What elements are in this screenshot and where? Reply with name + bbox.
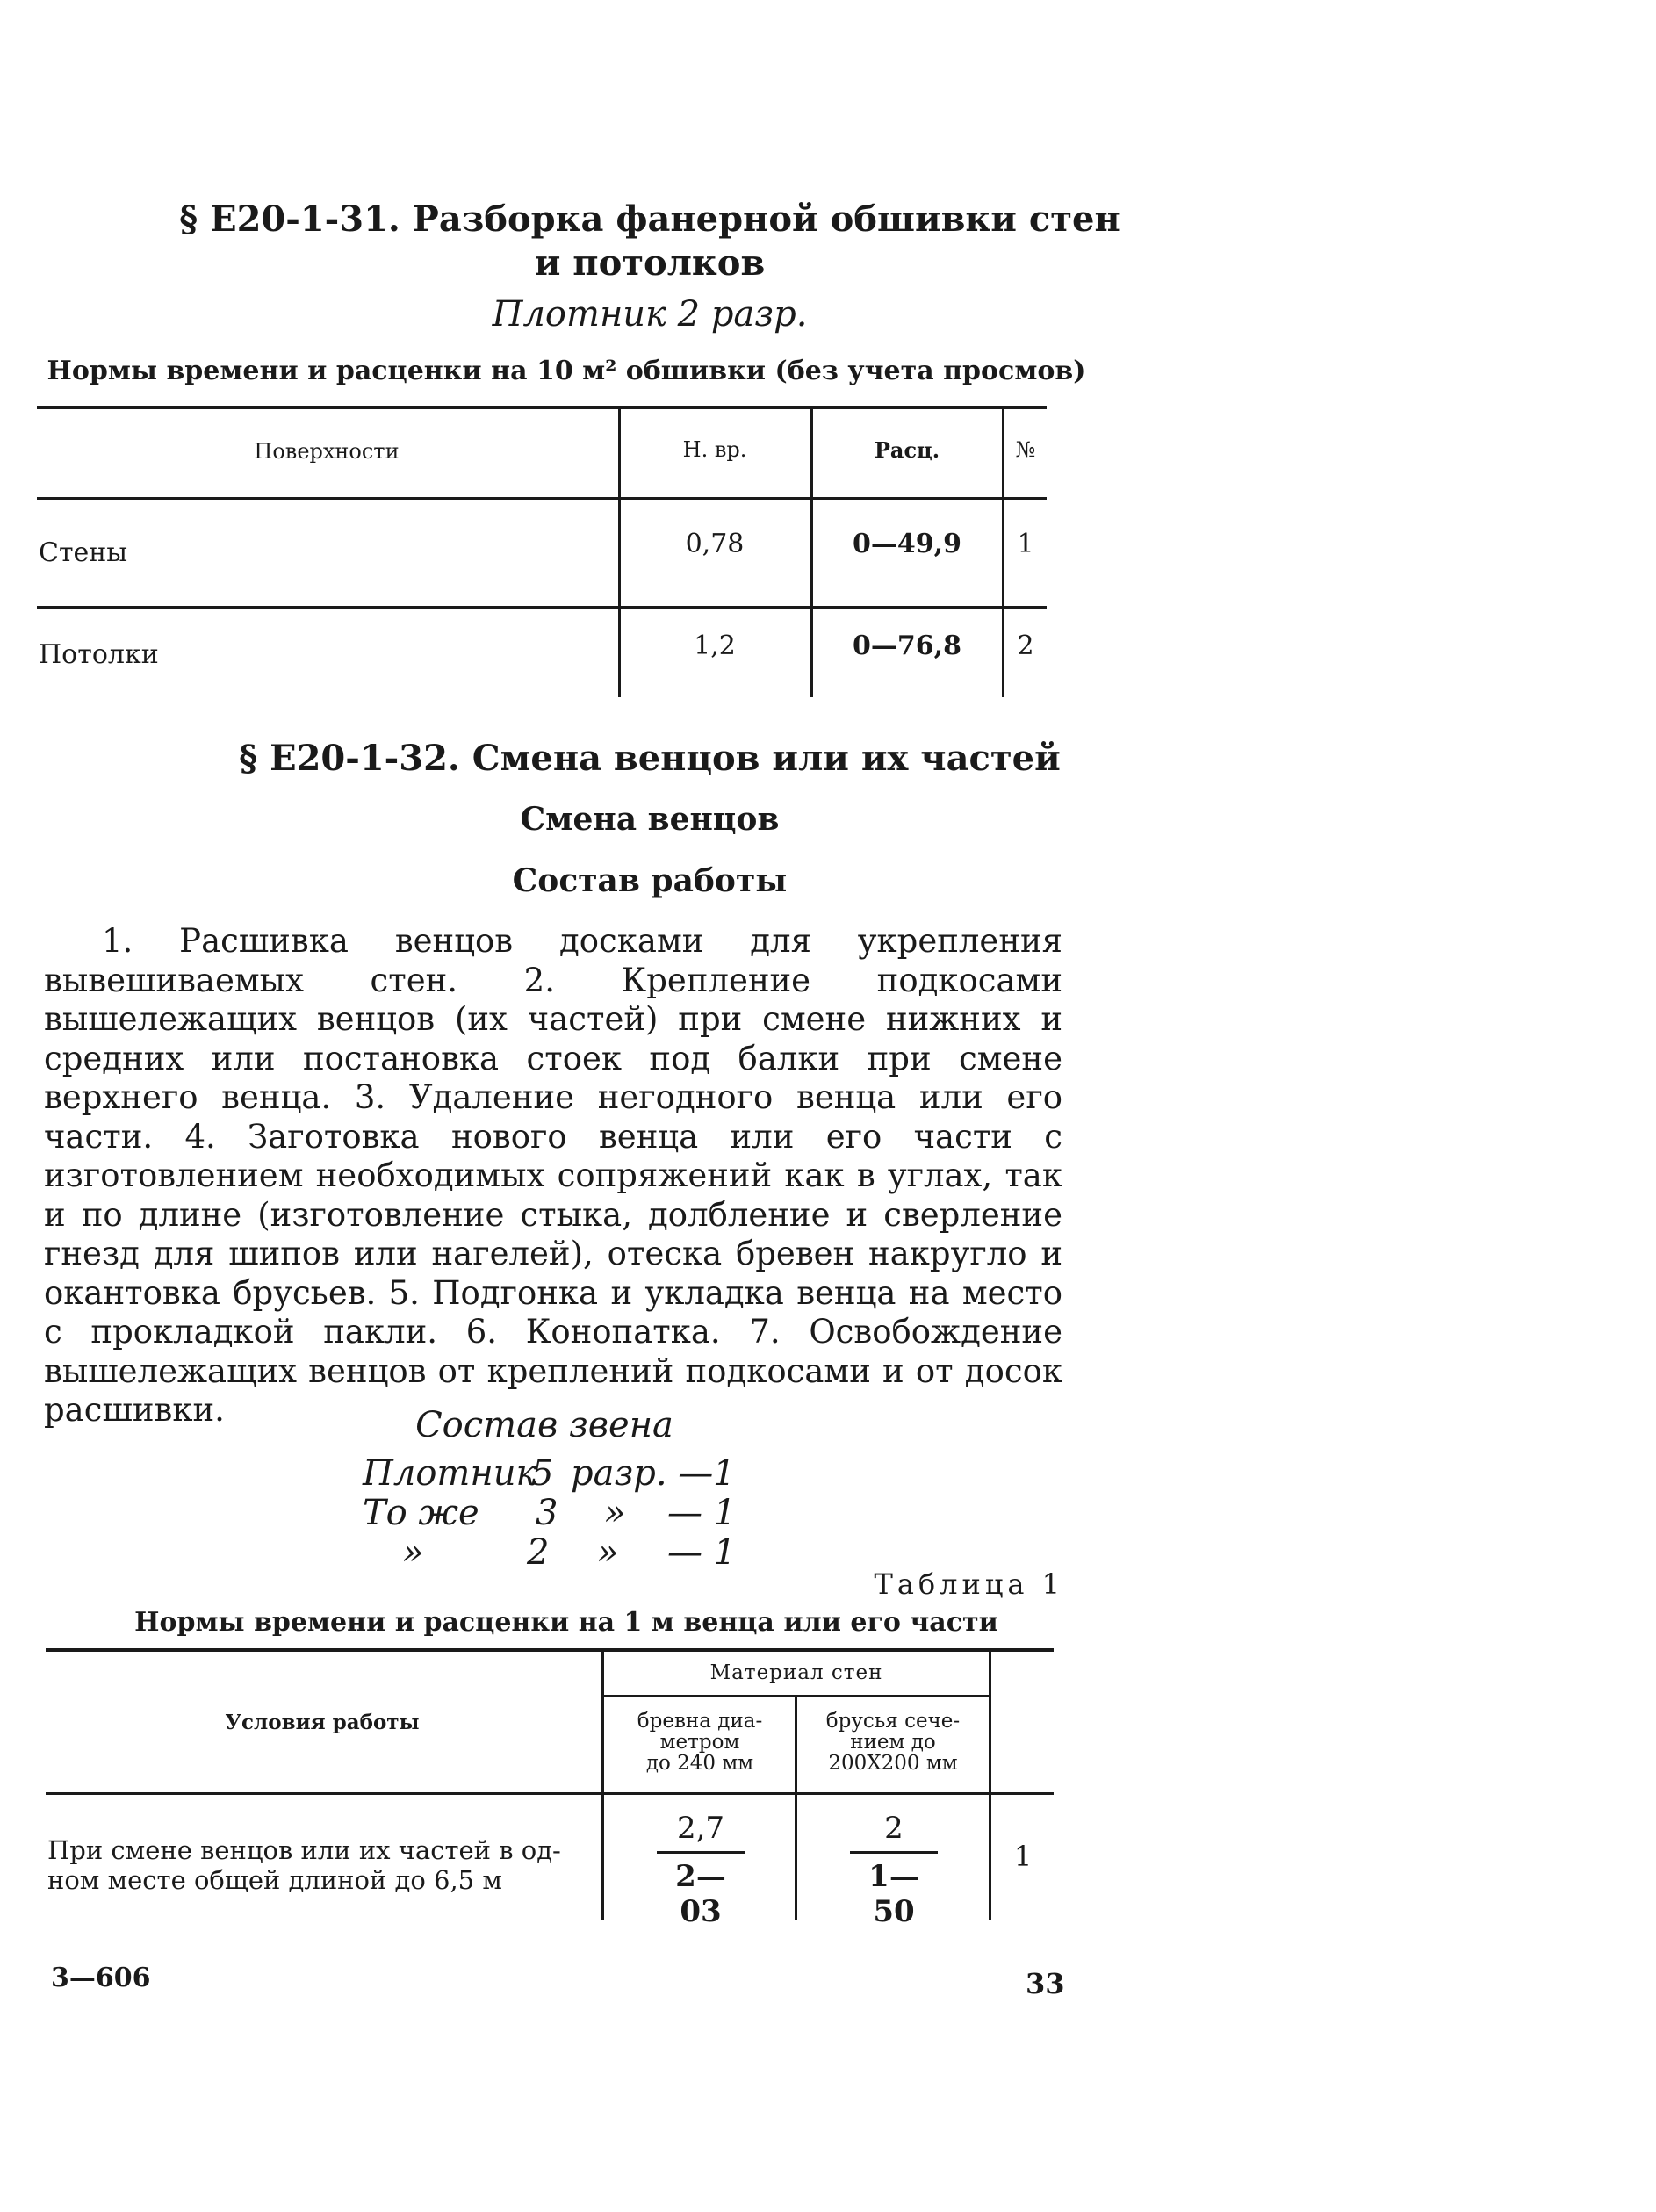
crew-grade-label: » <box>597 1532 619 1573</box>
col-header-material: Материал стен <box>709 1661 883 1684</box>
crew-count: — 1 <box>667 1532 737 1573</box>
table-header-rule <box>37 497 1047 500</box>
table1-caption: Нормы времени и расценки на 10 м² обшивки (без учета просмов) <box>47 356 1086 386</box>
crew-role: » <box>402 1532 424 1573</box>
crew-count: — 1 <box>667 1493 737 1533</box>
crew-grade-label: разр. — <box>571 1453 714 1494</box>
crew-grade-label: » <box>604 1493 626 1533</box>
table-cell-price: 0—49,9 <box>853 529 961 559</box>
col-header-time-norm: Н. вр. <box>682 437 747 462</box>
composition-heading: Состав работы <box>512 862 788 899</box>
table-col-divider <box>989 1648 991 1920</box>
crew-grade: 2 <box>527 1532 550 1573</box>
footer-print-code: 3—606 <box>51 1963 151 1993</box>
composition-paragraph: 1. Расшивка венцов досками для укрепления вывешиваемых стен. 2. Крепление подкосами вышележащих венцов (их частей) при смене нижних и средних или постановка стоек под балки при смене верхнего венца. 3. Удаление негодного венца или его части. 4. Заготовка нового венца или его части с изготовлением необходимых сопряжений как в углах, так и по длине (изготовление стыка, долбление и сверление гнезд для шипов или нагелей), отеска бревен накругло и окантовка брусьев. 5. Подгонка и укладка венца на место с прокладкой пакли. 6. Конопатка. 7. Освобождение вышележащих венцов от креплений подкосами и от досок расшивки. <box>44 922 1062 1429</box>
crew-role: То же <box>363 1493 479 1533</box>
table-row-label: Стены <box>39 537 128 568</box>
crew-role: Плотник <box>363 1453 537 1494</box>
table-col-divider <box>601 1648 604 1920</box>
crew-grade: 3 <box>536 1493 558 1533</box>
table-row-rule <box>37 606 1047 609</box>
logs-norm-price <box>657 1811 745 1929</box>
col-header-logs-line: метром <box>659 1731 740 1754</box>
table-cell-time-norm: 1,2 <box>694 630 736 661</box>
col-header-logs <box>606 1711 794 1774</box>
beams-time-norm: 2 <box>884 1811 904 1846</box>
row-condition-line: При смене венцов или их частей в од- <box>47 1835 561 1865</box>
crew-count: 1 <box>713 1453 736 1494</box>
table-top-rule <box>37 406 1047 409</box>
col-header-surface: Поверхности <box>254 439 400 464</box>
col-header-price: Расц. <box>874 437 940 463</box>
beams-price: 1—50 <box>850 1851 938 1929</box>
table-row-label: Потолки <box>39 639 159 670</box>
section-32-subtitle: Смена венцов <box>520 801 780 838</box>
logs-price: 2—03 <box>657 1851 745 1929</box>
col-header-logs-line: бревна диа- <box>637 1710 763 1733</box>
table2-caption: Нормы времени и расценки на 1 м венца или его части <box>134 1607 998 1638</box>
crew-grade: 5 <box>531 1453 554 1494</box>
col-header-beams-line: брусья сече- <box>825 1710 961 1733</box>
material-group-rule <box>604 1695 990 1697</box>
table-cell-number: 2 <box>1017 630 1034 661</box>
col-header-logs-line: до 240 мм <box>645 1752 754 1775</box>
row-condition-line: ном месте общей длиной до 6,5 м <box>47 1865 502 1895</box>
row-number: 1 <box>1013 1840 1033 1873</box>
section-31-worker: Плотник 2 разр. <box>492 294 808 335</box>
table-top-rule <box>46 1648 1054 1652</box>
table-col-divider <box>795 1697 797 1920</box>
table-label: Таблица 1 <box>874 1567 1064 1601</box>
logs-time-norm: 2,7 <box>676 1811 725 1846</box>
section-32-title: § Е20-1-32. Смена венцов или их частей <box>239 738 1061 779</box>
col-header-number: № <box>1015 437 1036 462</box>
beams-norm-price <box>850 1811 938 1929</box>
col-header-beams <box>799 1711 987 1774</box>
col-header-conditions: Условия работы <box>225 1711 420 1734</box>
col-header-beams-line: нием до <box>850 1731 936 1754</box>
table-header-rule <box>46 1792 1054 1795</box>
col-header-beams-line: 200X200 мм <box>828 1752 958 1775</box>
page-number: 33 <box>1026 1967 1065 2000</box>
section-31-title-line2: и потолков <box>534 242 766 284</box>
row-condition <box>47 1835 561 1895</box>
section-31-title <box>105 198 1194 285</box>
table-cell-time-norm: 0,78 <box>685 529 745 559</box>
crew-heading: Состав звена <box>415 1405 673 1445</box>
table-cell-number: 1 <box>1017 529 1034 559</box>
section-31-title-line1: § Е20-1-31. Разборка фанерной обшивки стен <box>179 198 1120 240</box>
table-cell-price: 0—76,8 <box>853 630 961 661</box>
